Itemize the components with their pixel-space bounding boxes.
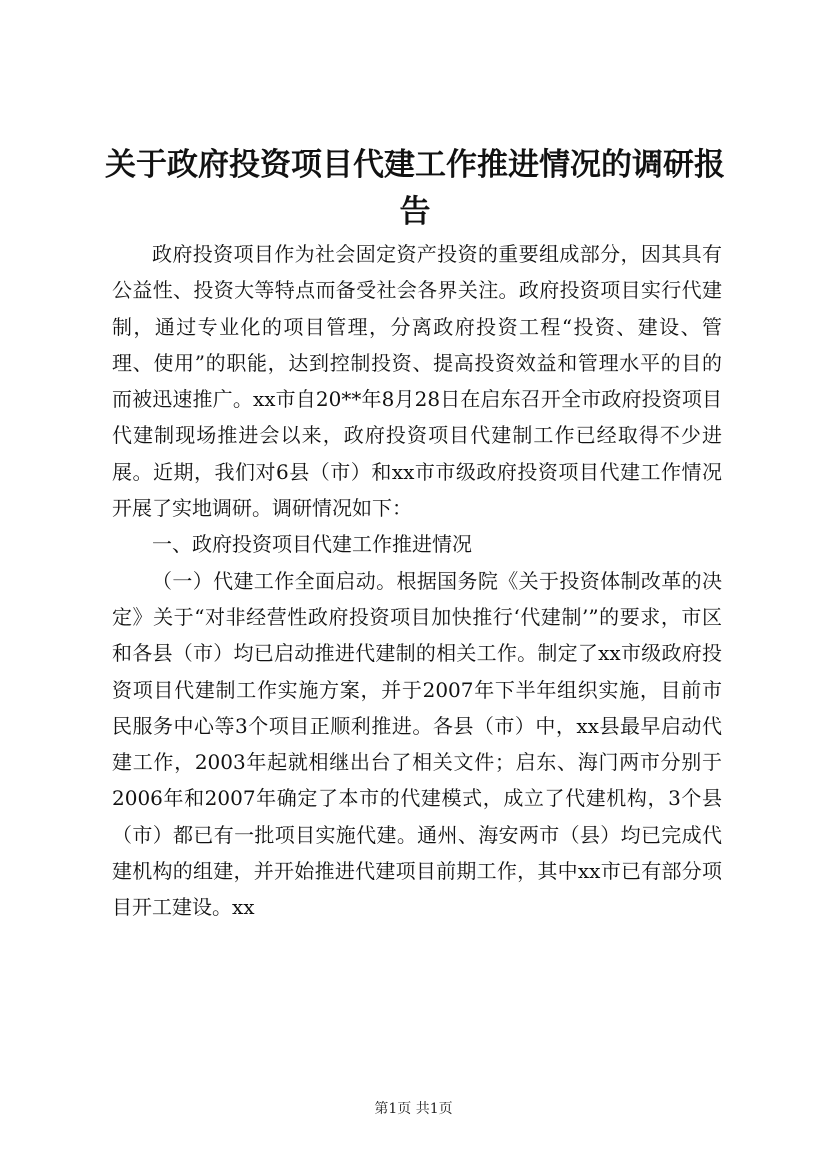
document-title: 关于政府投资项目代建工作推进情况的调研报告 [105,147,725,230]
document-body [112,236,722,926]
paragraph-intro: 政府投资项目作为社会固定资产投资的重要组成部分，因其具有公益性、投资大等特点而备受社会各界关注。政府投资项目实行代建制，通过专业化的项目管理，分离政府投资工程“投资、建设、管理、使用”的职能，达到控制投资、提高投资效益和管理水平的目的而被迅速推广。xx市自20**年8月28日在启东召开全市政府投资项目代建制现场推进会以来，政府投资项目代建制工作已经取得不少进展。近期，我们对6县（市）和xx市市级政府投资项目代建工作情况开展了实地调研。调研情况如下： [112,242,722,521]
section-heading: 一、政府投资项目代建工作推进情况 [152,532,472,557]
page-footer: 第1页 共1页 [374,1101,453,1117]
paragraph-section-1: （一）代建工作全面启动。根据国务院《关于投资体制改革的决定》关于“对非经营性政府投资项目加快推行‘代建制’”的要求，市区和各县（市）均已启动推进代建制的相关工作。制定了xx市级政府投资项目代建制工作实施方案，并于2007年下半年组织实施，目前市民服务中心等3个项目正顺利推进。各县（市）中，xx县最早启动代建工作，2003年起就相继出台了相关文件；启东、海门两市分别于2006年和2007年确定了本市的代建模式，成立了代建机构，3个县（市）都已有一批项目实施代建。通州、海安两市（县）均已完成代建机构的组建，并开始推进代建项目前期工作，其中xx市已有部分项目开工建设。xx [112,568,722,920]
